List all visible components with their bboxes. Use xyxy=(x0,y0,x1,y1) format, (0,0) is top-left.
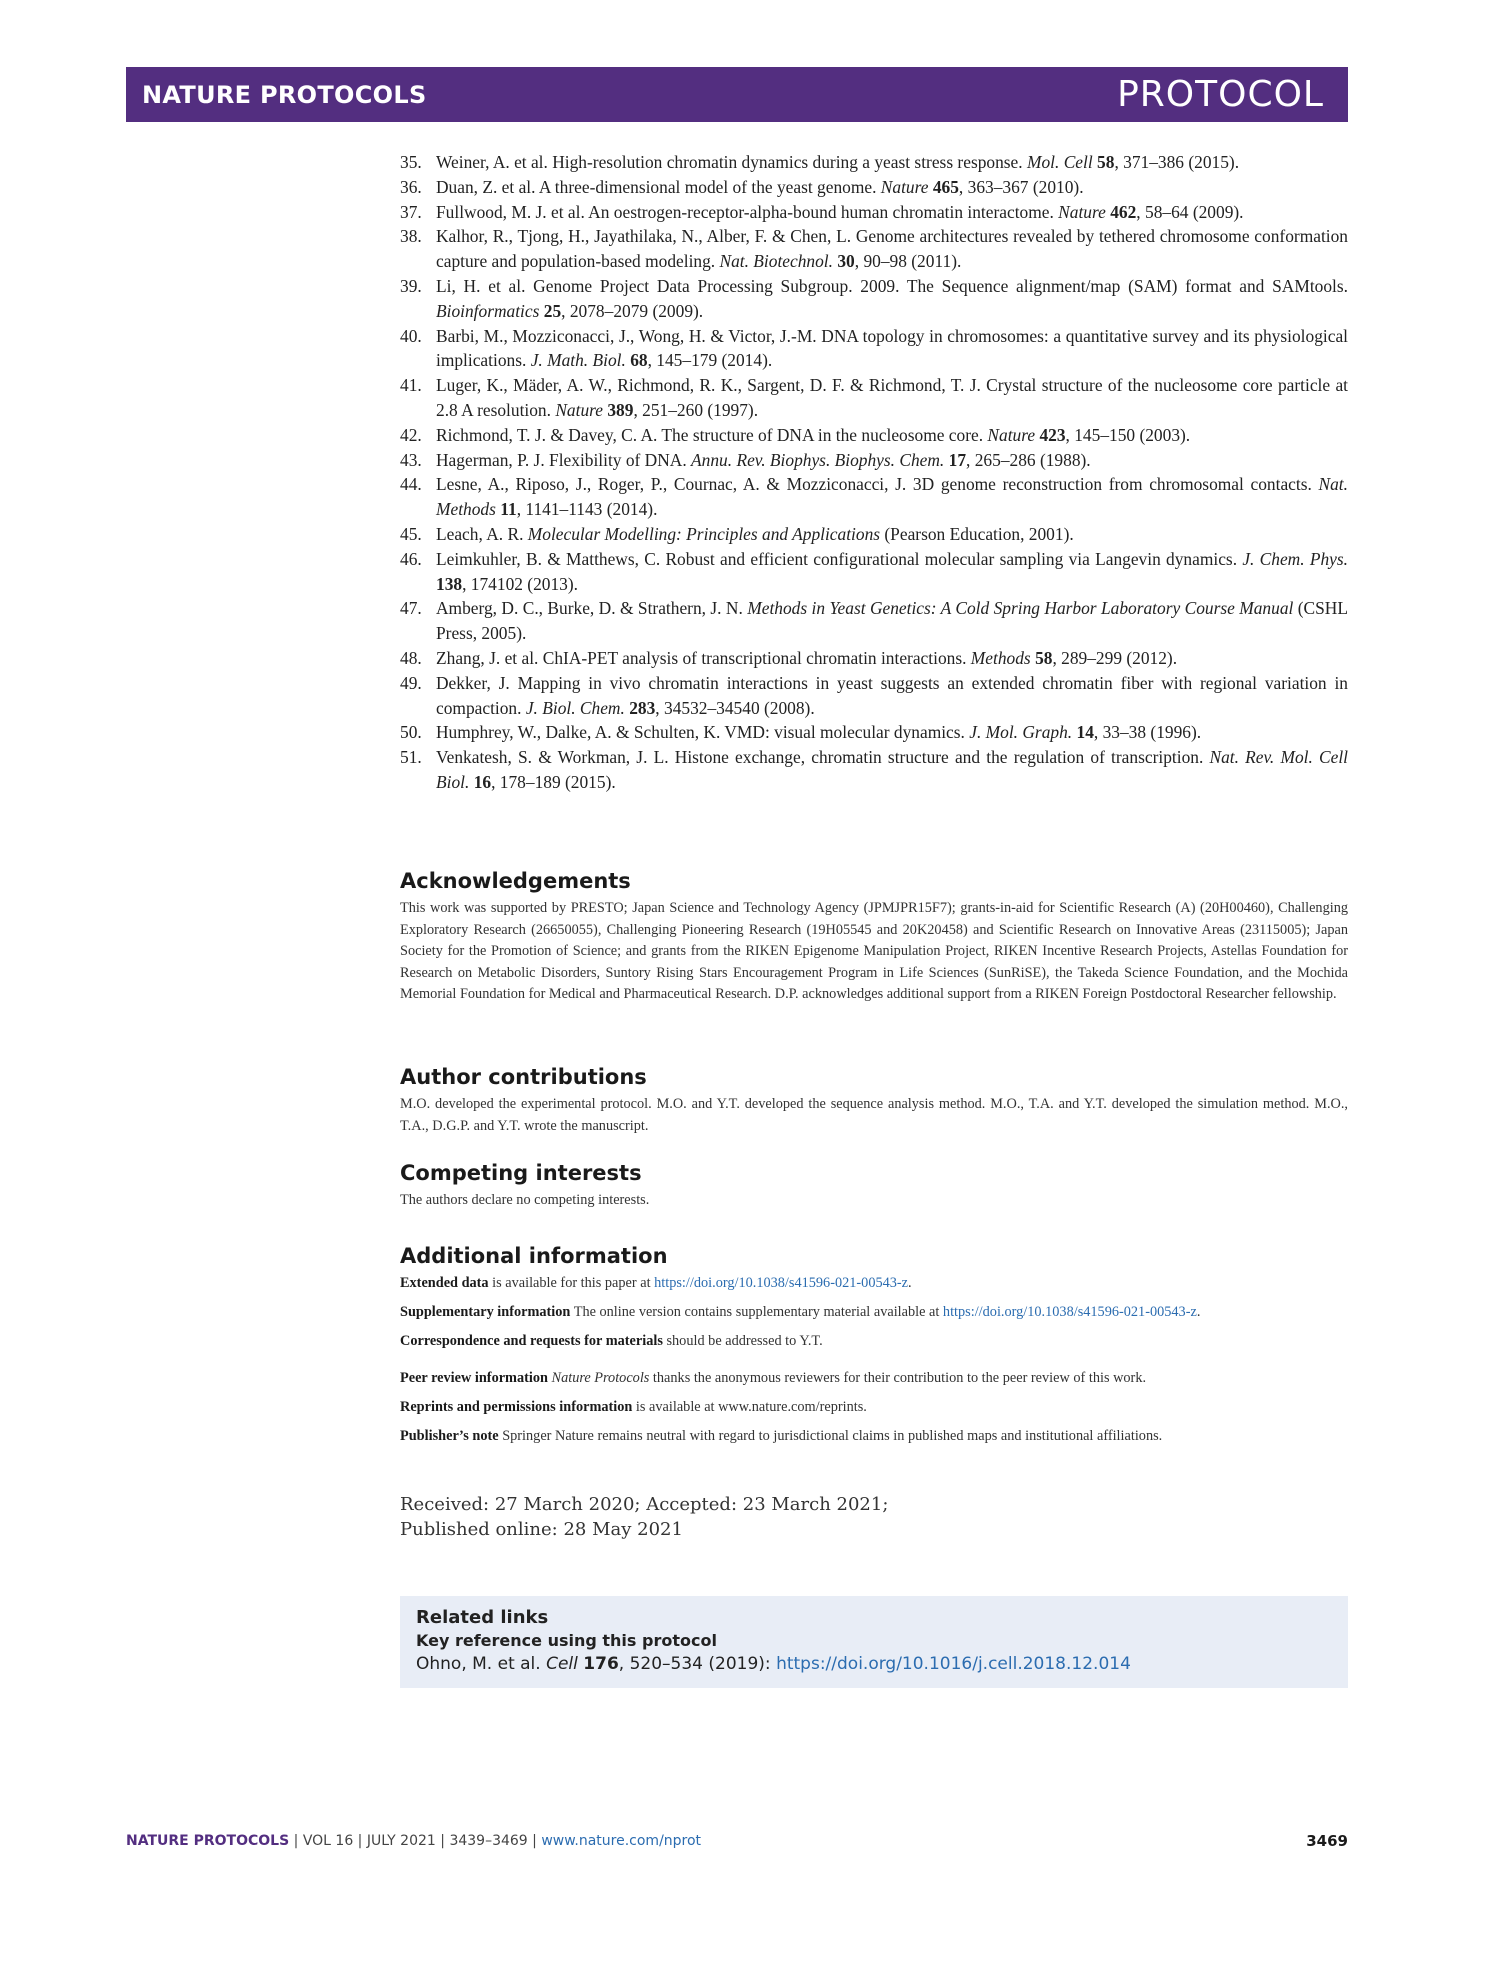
reference-journal: Annu. Rev. Biophys. Biophys. Chem. xyxy=(691,449,945,470)
footer-separator: | xyxy=(527,1833,542,1849)
supplementary-info-label: Supplementary information xyxy=(400,1304,571,1320)
reference-text: Kalhor, R., Tjong, H., Jayathilaka, N., Alber, F. & Chen, L. Genome architectures revealed by tethered chromosome conformation capture and population-based modeling. xyxy=(436,226,1348,272)
key-reference-pages: , 520–534 (2019): xyxy=(618,1654,777,1674)
reference-journal: J. Mol. Graph. xyxy=(969,722,1073,743)
reference-item xyxy=(400,646,1348,671)
footer-pages: 3439–3469 xyxy=(449,1833,528,1849)
key-reference-volume: 176 xyxy=(583,1654,619,1674)
key-reference-journal: Cell xyxy=(546,1654,578,1674)
reference-item xyxy=(400,720,1348,745)
reference-journal: Mol. Cell xyxy=(1026,152,1093,172)
reference-item xyxy=(400,175,1348,200)
reference-number: 49. xyxy=(400,672,422,693)
reference-number: 42. xyxy=(400,424,422,445)
reference-volume: 25 xyxy=(543,300,562,321)
reference-item xyxy=(400,596,1348,646)
reference-item xyxy=(400,200,1348,225)
reference-number: 47. xyxy=(400,598,422,619)
reference-volume: 462 xyxy=(1110,201,1137,222)
reference-text: Hagerman, P. J. Flexibility of DNA. xyxy=(436,449,692,470)
reference-item xyxy=(400,671,1348,721)
reference-number: 37. xyxy=(400,201,422,222)
reference-volume: 465 xyxy=(932,176,959,197)
reference-number: 41. xyxy=(400,375,422,396)
punctuation: . xyxy=(908,1275,912,1291)
reference-text: , 145–150 (2003). xyxy=(1065,424,1191,445)
reference-text: Barbi, M., Mozziconacci, J., Wong, H. & Victor, J.-M. DNA topology in chromosomes: a quantitative survey and its physiological implications. xyxy=(436,325,1348,371)
reprints-line xyxy=(400,1397,1348,1417)
reference-journal: Methods in Yeast Genetics: A Cold Spring Harbor Laboratory Course Manual xyxy=(747,598,1294,619)
reference-journal: J. Math. Biol. xyxy=(530,350,626,371)
reference-item xyxy=(400,150,1348,175)
reference-text: , 145–179 (2014). xyxy=(647,350,773,371)
related-links-box xyxy=(400,1596,1348,1688)
reference-journal: Bioinformatics xyxy=(436,300,540,321)
section-title: Acknowledgements xyxy=(400,869,631,893)
reference-list xyxy=(400,150,1348,795)
reference-journal: Nature xyxy=(880,176,929,197)
key-reference-link[interactable]: https://doi.org/10.1016/j.cell.2018.12.014 xyxy=(776,1654,1131,1674)
reference-number: 44. xyxy=(400,474,422,495)
section-title: Author contributions xyxy=(400,1065,647,1089)
reference-text: , 371–386 (2015). xyxy=(1114,152,1240,172)
reference-text: , 363–367 (2010). xyxy=(958,176,1084,197)
reference-text: Richmond, T. J. & Davey, C. A. The structure of DNA in the nucleosome core. xyxy=(436,424,988,445)
extended-data-text: is available for this paper at xyxy=(488,1275,655,1291)
reference-volume: 58 xyxy=(1097,152,1115,172)
reference-text: Weiner, A. et al. High-resolution chromatin dynamics during a yeast stress response. xyxy=(436,152,1027,172)
journal-header-bar xyxy=(126,67,1348,122)
correspondence-text: should be addressed to Y.T. xyxy=(662,1333,823,1349)
peer-review-journal: Nature Protocols xyxy=(551,1370,650,1386)
competing-interests-section xyxy=(400,1160,1348,1212)
reference-journal: Molecular Modelling: Principles and Applications xyxy=(527,523,881,544)
reference-item xyxy=(400,274,1348,324)
supplementary-info-link[interactable]: https://doi.org/10.1038/s41596-021-00543-z xyxy=(942,1304,1197,1320)
reprints-text: is available at www.nature.com/reprints. xyxy=(632,1399,867,1415)
reference-number: 43. xyxy=(400,449,422,470)
footer-separator: | xyxy=(353,1833,367,1849)
reference-text: , 251–260 (1997). xyxy=(633,399,759,420)
related-links-subtitle: Key reference using this protocol xyxy=(416,1631,717,1650)
extended-data-line xyxy=(400,1273,1348,1293)
page-footer xyxy=(126,1832,1348,1850)
section-title: Competing interests xyxy=(400,1161,642,1185)
reference-text: , 1141–1143 (2014). xyxy=(516,499,658,520)
footer-volume: VOL 16 xyxy=(302,1833,354,1849)
reference-volume: 30 xyxy=(837,251,855,272)
reference-number: 39. xyxy=(400,275,422,296)
author-contributions-text: M.O. developed the experimental protocol. M.O. and Y.T. developed the sequence analysis method. M.O., T.A. and Y.T. developed the simulation method. M.O., T.A., D.G.P. and Y.T. wrote the manuscript. xyxy=(400,1096,1348,1134)
supplementary-info-line xyxy=(400,1302,1348,1322)
correspondence-label: Correspondence and requests for materials xyxy=(400,1333,663,1349)
reference-journal: J. Chem. Phys. xyxy=(1242,548,1348,569)
author-contributions-section xyxy=(400,1064,1348,1137)
reference-text: Li, H. et al. Genome Project Data Processing Subgroup. 2009. The Sequence alignment/map (SAM) format and SAMtools. xyxy=(436,275,1348,296)
reference-text: , 2078–2079 (2009). xyxy=(561,300,704,321)
footer-separator: | xyxy=(435,1833,450,1849)
reference-number: 48. xyxy=(400,647,422,668)
reference-number: 51. xyxy=(400,747,422,768)
reference-item xyxy=(400,448,1348,473)
publication-dates xyxy=(400,1492,1348,1542)
correspondence-line xyxy=(400,1331,1348,1351)
reference-number: 46. xyxy=(400,548,422,569)
reference-text: Duan, Z. et al. A three-dimensional model of the yeast genome. xyxy=(436,176,881,197)
footer-month: JULY 2021 xyxy=(366,1833,436,1849)
article-type: PROTOCOL xyxy=(1117,74,1324,115)
reference-text: (CSHL Press, 2005). xyxy=(436,598,1348,644)
publisher-note-line xyxy=(400,1426,1348,1446)
reference-journal: Methods xyxy=(970,647,1031,668)
footer-url[interactable]: www.nature.com/nprot xyxy=(541,1833,702,1849)
reference-volume: 283 xyxy=(629,697,656,718)
footer-separator: | xyxy=(289,1833,303,1849)
reference-item xyxy=(400,522,1348,547)
reference-volume: 11 xyxy=(500,499,517,520)
reference-volume: 389 xyxy=(607,399,634,420)
reference-number: 36. xyxy=(400,176,422,197)
received-accepted-date: Received: 27 March 2020; Accepted: 23 March 2021; xyxy=(400,1494,889,1515)
published-online-date: Published online: 28 May 2021 xyxy=(400,1519,683,1540)
reference-text: (Pearson Education, 2001). xyxy=(880,523,1074,544)
reference-journal: J. Biol. Chem. xyxy=(525,697,625,718)
reference-volume: 17 xyxy=(948,449,967,470)
reference-journal: Nature xyxy=(555,399,603,420)
peer-review-line xyxy=(400,1368,1348,1388)
reference-text: , 90–98 (2011). xyxy=(854,251,962,272)
reference-number: 50. xyxy=(400,722,422,743)
reference-text: , 178–189 (2015). xyxy=(491,771,616,792)
reference-text: , 58–64 (2009). xyxy=(1136,201,1244,222)
reference-volume: 14 xyxy=(1076,722,1094,743)
reference-volume: 68 xyxy=(630,350,648,371)
reference-number: 40. xyxy=(400,325,422,346)
reference-text: Lesne, A., Riposo, J., Roger, P., Cournac, A. & Mozziconacci, J. 3D genome reconstruction from chromosomal contacts. xyxy=(436,474,1319,495)
reference-text: Luger, K., Mäder, A. W., Richmond, R. K., Sargent, D. F. & Richmond, T. J. Crystal structure of the nucleosome core particle at 2.8 A resolution. xyxy=(436,375,1348,420)
reference-number: 45. xyxy=(400,523,422,544)
reference-item xyxy=(400,373,1348,423)
publisher-note-text: Springer Nature remains neutral with regard to jurisdictional claims in published maps and institutional affiliations. xyxy=(498,1428,1163,1444)
reference-volume: 58 xyxy=(1035,647,1053,668)
footer-citation xyxy=(126,1833,701,1849)
section-title: Additional information xyxy=(400,1244,668,1268)
reference-text: Humphrey, W., Dalke, A. & Schulten, K. VMD: visual molecular dynamics. xyxy=(436,722,970,743)
key-reference-authors: Ohno, M. et al. xyxy=(416,1654,547,1674)
reference-text: , 34532–34540 (2008). xyxy=(655,697,815,718)
reference-text: Dekker, J. Mapping in vivo chromatin interactions in yeast suggests an extended chromatin fiber with regional variation in compaction. xyxy=(436,672,1348,718)
reference-text: Leach, A. R. xyxy=(436,523,528,544)
reference-number: 38. xyxy=(400,226,422,247)
reference-volume: 423 xyxy=(1039,424,1066,445)
reference-text: Fullwood, M. J. et al. An oestrogen-receptor-alpha-bound human chromatin interactome. xyxy=(436,201,1059,222)
reference-item xyxy=(400,324,1348,374)
key-reference xyxy=(416,1651,1332,1677)
reference-journal: Nature xyxy=(987,424,1036,445)
extended-data-link[interactable]: https://doi.org/10.1038/s41596-021-00543-z xyxy=(654,1275,909,1291)
punctuation: . xyxy=(1196,1304,1201,1320)
reference-text: Amberg, D. C., Burke, D. & Strathern, J. N. xyxy=(436,598,748,619)
acknowledgements-section xyxy=(400,868,1348,1006)
reference-volume: 138 xyxy=(436,573,463,594)
competing-interests-text: The authors declare no competing interests. xyxy=(400,1192,650,1208)
reference-journal: Nature xyxy=(1058,201,1106,222)
reference-item xyxy=(400,745,1348,795)
extended-data-label: Extended data xyxy=(400,1275,489,1291)
peer-review-text: thanks the anonymous reviewers for their contribution to the peer review of this work. xyxy=(649,1370,1147,1386)
reprints-label: Reprints and permissions information xyxy=(400,1399,633,1415)
acknowledgements-text: This work was supported by PRESTO; Japan Science and Technology Agency (JPMJPR15F7); grants-in-aid for Scientific Research (A) (20H00460), Challenging Exploratory Research (26650055), Challenging Pioneering Research (19H05545 and 20K20458) and Scientific Research on Innovative Areas (23115005); Japan Society for the Promotion of Science; and grants from the RIKEN Epigenome Manipulation Project, RIKEN Incentive Research Projects, Astellas Foundation for Research on Metabolic Disorders, Suntory Rising Stars Encouragement Program in Life Sciences (SunRiSE), the Takeda Science Foundation, and the Mochida Memorial Foundation for Medical and Pharmaceutical Research. D.P. acknowledges additional support from a RIKEN Foreign Postdoctoral Researcher fellowship. xyxy=(400,900,1348,1003)
additional-information-section xyxy=(400,1243,1348,1446)
reference-text: , 265–286 (1988). xyxy=(966,449,1091,470)
reference-journal: Nat. Biotechnol. xyxy=(719,251,833,272)
reference-volume: 16 xyxy=(473,771,492,792)
reference-number: 35. xyxy=(400,152,422,172)
reference-text: Zhang, J. et al. ChIA-PET analysis of transcriptional chromatin interactions. xyxy=(436,647,971,668)
reference-journal: Nat. Methods xyxy=(436,474,1348,520)
journal-name: NATURE PROTOCOLS xyxy=(142,80,427,109)
reference-item xyxy=(400,472,1348,522)
related-links-title: Related links xyxy=(416,1607,549,1628)
page-number: 3469 xyxy=(1306,1832,1348,1850)
footer-journal: NATURE PROTOCOLS xyxy=(126,1833,290,1849)
reference-text: , 33–38 (1996). xyxy=(1093,722,1202,743)
reference-journal: Nat. Rev. Mol. Cell Biol. xyxy=(436,747,1348,792)
publisher-note-label: Publisher’s note xyxy=(400,1428,499,1444)
reference-item xyxy=(400,224,1348,274)
peer-review-label: Peer review information xyxy=(400,1370,548,1386)
reference-item xyxy=(400,547,1348,597)
supplementary-info-text: The online version contains supplementary material available at xyxy=(570,1304,943,1320)
reference-text: , 289–299 (2012). xyxy=(1052,647,1178,668)
reference-text: Venkatesh, S. & Workman, J. L. Histone exchange, chromatin structure and the regulation of transcription. xyxy=(436,747,1210,768)
reference-text: , 174102 (2013). xyxy=(462,573,579,594)
reference-text: Leimkuhler, B. & Matthews, C. Robust and efficient configurational molecular sampling via Langevin dynamics. xyxy=(436,548,1243,569)
reference-item xyxy=(400,423,1348,448)
